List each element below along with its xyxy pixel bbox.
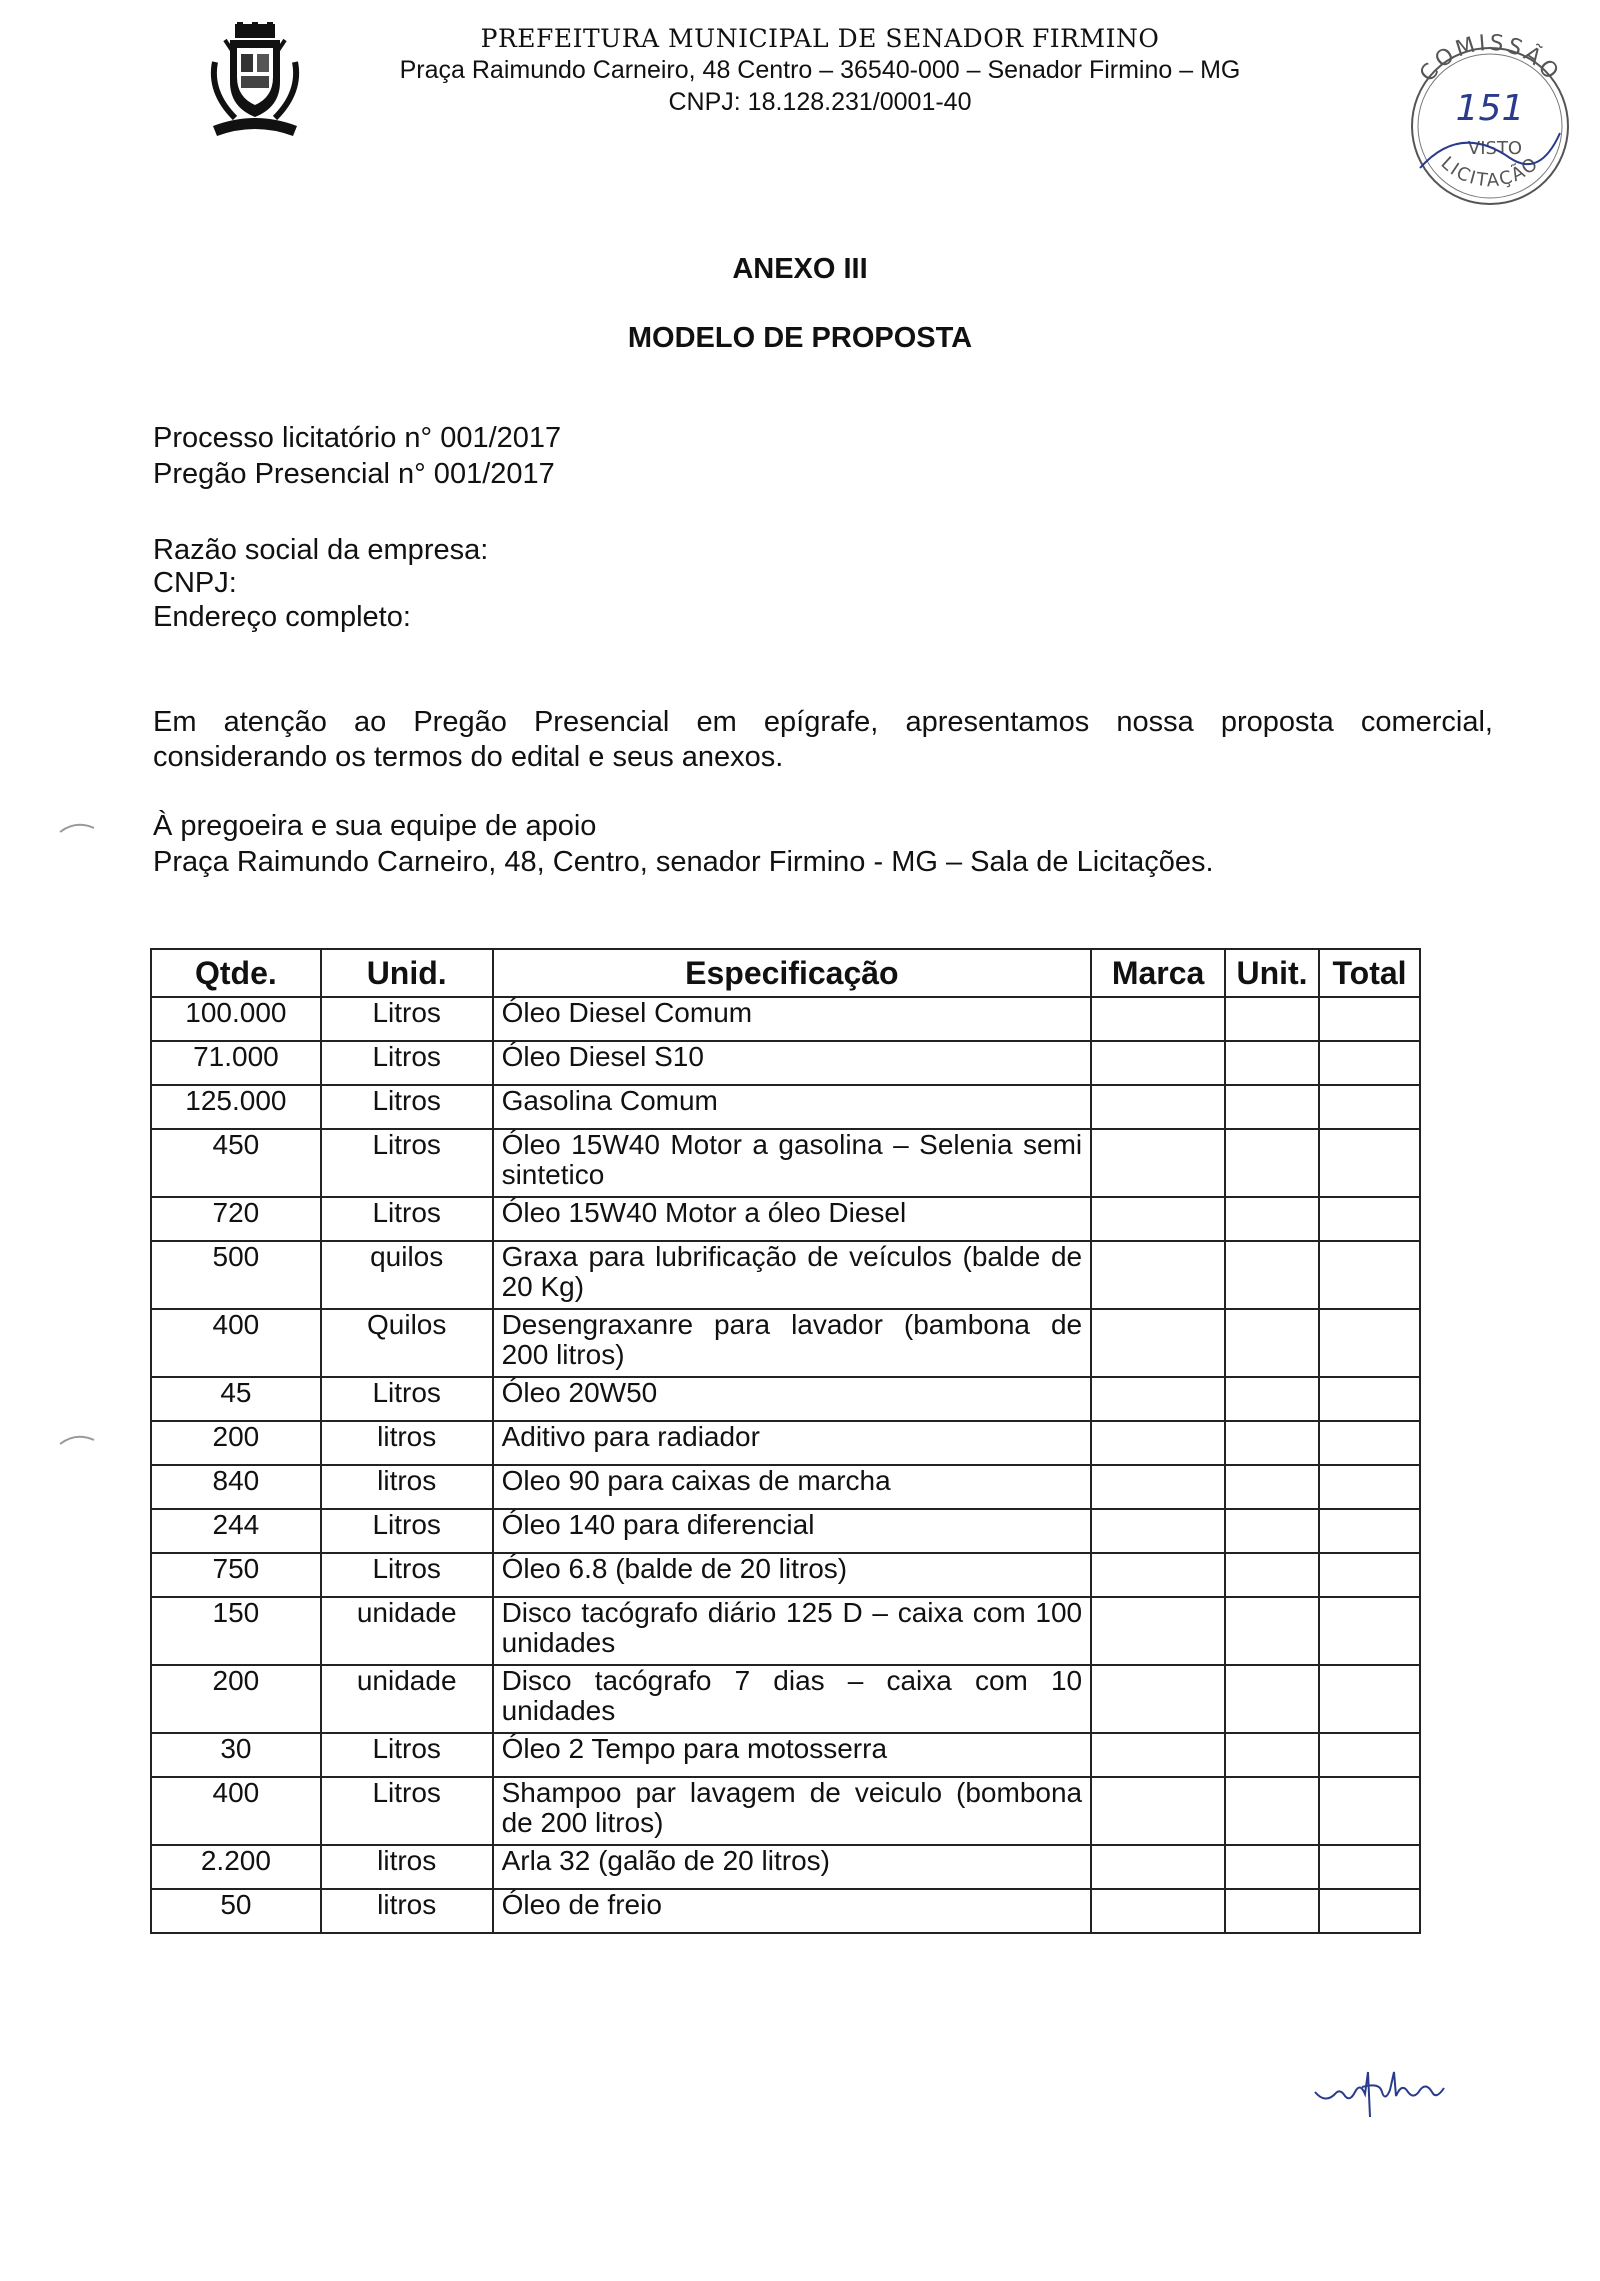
addressee-line-1: À pregoeira e sua equipe de apoio xyxy=(153,810,597,842)
qty-cell: 200 xyxy=(151,1421,321,1465)
brand-cell xyxy=(1091,1085,1225,1129)
unit-cell: Quilos xyxy=(321,1309,493,1377)
table-row xyxy=(151,1509,1420,1553)
process-number: Processo licitatório n° 001/2017 xyxy=(153,422,562,454)
total-cell xyxy=(1319,1889,1420,1933)
unit-cell: litros xyxy=(321,1889,493,1933)
total-cell xyxy=(1319,997,1420,1041)
qty-cell: 200 xyxy=(151,1665,321,1733)
stamp-number: 151 xyxy=(1455,88,1525,129)
unit-cell: Litros xyxy=(321,1777,493,1845)
org-name: PREFEITURA MUNICIPAL DE SENADOR FIRMINO xyxy=(480,24,1160,53)
unit-cell: litros xyxy=(321,1421,493,1465)
spec-cell: Óleo de freio xyxy=(493,1889,1092,1933)
spec-cell: Óleo 15W40 Motor a óleo Diesel xyxy=(493,1197,1092,1241)
total-cell xyxy=(1319,1197,1420,1241)
unit-price-cell xyxy=(1225,1777,1319,1845)
table-row xyxy=(151,1197,1420,1241)
unit-cell: litros xyxy=(321,1845,493,1889)
unit-price-cell xyxy=(1225,1241,1319,1309)
unit-cell: Litros xyxy=(321,1041,493,1085)
unit-price-cell xyxy=(1225,1597,1319,1665)
brand-cell xyxy=(1091,1129,1225,1197)
unit-price-cell xyxy=(1225,1421,1319,1465)
qty-cell: 50 xyxy=(151,1889,321,1933)
header-spec: Especificação xyxy=(493,949,1092,997)
intro-line-2: considerando os termos do edital e seus anexos. xyxy=(153,741,784,773)
unit-cell: unidade xyxy=(321,1597,493,1665)
company-cnpj-label: CNPJ: xyxy=(153,567,237,599)
table-row xyxy=(151,1309,1420,1377)
unit-cell: Litros xyxy=(321,1129,493,1197)
table-row xyxy=(151,1465,1420,1509)
brand-cell xyxy=(1091,1197,1225,1241)
header-qty: Qtde. xyxy=(151,949,321,997)
table-row xyxy=(151,997,1420,1041)
org-cnpj: CNPJ: 18.128.231/0001-40 xyxy=(668,88,972,116)
unit-cell: litros xyxy=(321,1465,493,1509)
total-cell xyxy=(1319,1597,1420,1665)
qty-cell: 2.200 xyxy=(151,1845,321,1889)
table-header-row xyxy=(151,949,1420,997)
qty-cell: 100.000 xyxy=(151,997,321,1041)
qty-cell: 150 xyxy=(151,1597,321,1665)
qty-cell: 400 xyxy=(151,1309,321,1377)
unit-cell: Litros xyxy=(321,1509,493,1553)
table-row xyxy=(151,1553,1420,1597)
table-row xyxy=(151,1777,1420,1845)
commission-stamp xyxy=(1390,28,1590,208)
brand-cell xyxy=(1091,1421,1225,1465)
table-row xyxy=(151,1597,1420,1665)
total-cell xyxy=(1319,1421,1420,1465)
qty-cell: 500 xyxy=(151,1241,321,1309)
table-row xyxy=(151,1665,1420,1733)
table-row xyxy=(151,1241,1420,1309)
unit-cell: Litros xyxy=(321,1377,493,1421)
brand-cell xyxy=(1091,1041,1225,1085)
unit-cell: quilos xyxy=(321,1241,493,1309)
total-cell xyxy=(1319,1665,1420,1733)
spec-cell: Disco tacógrafo 7 dias – caixa com 10 unidades xyxy=(493,1665,1092,1733)
qty-cell: 45 xyxy=(151,1377,321,1421)
unit-price-cell xyxy=(1225,1509,1319,1553)
table-row xyxy=(151,1377,1420,1421)
qty-cell: 750 xyxy=(151,1553,321,1597)
intro-line-1: Em atenção ao Pregão Presencial em epígrafe, apresentamos nossa proposta comercial, xyxy=(153,706,1493,738)
qty-cell: 125.000 xyxy=(151,1085,321,1129)
unit-price-cell xyxy=(1225,1197,1319,1241)
letterhead xyxy=(360,24,1280,118)
brand-cell xyxy=(1091,1777,1225,1845)
table-row xyxy=(151,1889,1420,1933)
stamp-top-text: COMISSÃO xyxy=(1415,30,1565,87)
total-cell xyxy=(1319,1309,1420,1377)
qty-cell: 71.000 xyxy=(151,1041,321,1085)
qty-cell: 400 xyxy=(151,1777,321,1845)
unit-price-cell xyxy=(1225,1309,1319,1377)
brand-cell xyxy=(1091,1465,1225,1509)
auction-number: Pregão Presencial n° 001/2017 xyxy=(153,458,555,490)
table-row xyxy=(151,1085,1420,1129)
brand-cell xyxy=(1091,1241,1225,1309)
qty-cell: 450 xyxy=(151,1129,321,1197)
spec-cell: Disco tacógrafo diário 125 D – caixa com 100 unidades xyxy=(493,1597,1092,1665)
brand-cell xyxy=(1091,1553,1225,1597)
company-address-label: Endereço completo: xyxy=(153,601,411,633)
spec-cell: Óleo 20W50 xyxy=(493,1377,1092,1421)
proposal-table xyxy=(150,948,1421,1934)
qty-cell: 840 xyxy=(151,1465,321,1509)
total-cell xyxy=(1319,1777,1420,1845)
qty-cell: 244 xyxy=(151,1509,321,1553)
table-row xyxy=(151,1041,1420,1085)
total-cell xyxy=(1319,1509,1420,1553)
brand-cell xyxy=(1091,1597,1225,1665)
brand-cell xyxy=(1091,1509,1225,1553)
unit-cell: unidade xyxy=(321,1665,493,1733)
unit-price-cell xyxy=(1225,1845,1319,1889)
table-row xyxy=(151,1845,1420,1889)
unit-cell: Litros xyxy=(321,1733,493,1777)
annex-title: ANEXO III xyxy=(732,253,868,285)
unit-price-cell xyxy=(1225,1465,1319,1509)
unit-price-cell xyxy=(1225,1665,1319,1733)
municipal-crest-icon xyxy=(205,22,305,140)
total-cell xyxy=(1319,1553,1420,1597)
unit-price-cell xyxy=(1225,1889,1319,1933)
spec-cell: Óleo Diesel S10 xyxy=(493,1041,1092,1085)
total-cell xyxy=(1319,1241,1420,1309)
spec-cell: Óleo Diesel Comum xyxy=(493,997,1092,1041)
brand-cell xyxy=(1091,1377,1225,1421)
qty-cell: 720 xyxy=(151,1197,321,1241)
company-name-label: Razão social da empresa: xyxy=(153,534,489,566)
brand-cell xyxy=(1091,1665,1225,1733)
margin-mark xyxy=(58,1430,98,1446)
brand-cell xyxy=(1091,1845,1225,1889)
spec-cell: Aditivo para radiador xyxy=(493,1421,1092,1465)
unit-cell: Litros xyxy=(321,1553,493,1597)
table-row xyxy=(151,1421,1420,1465)
total-cell xyxy=(1319,1041,1420,1085)
unit-price-cell xyxy=(1225,1041,1319,1085)
unit-price-cell xyxy=(1225,997,1319,1041)
brand-cell xyxy=(1091,1309,1225,1377)
svg-text:COMISSÃO xyxy=(1415,31,1565,87)
spec-cell: Óleo 6.8 (balde de 20 litros) xyxy=(493,1553,1092,1597)
spec-cell: Oleo 90 para caixas de marcha xyxy=(493,1465,1092,1509)
total-cell xyxy=(1319,1733,1420,1777)
total-cell xyxy=(1319,1465,1420,1509)
handwritten-signature xyxy=(1310,2062,1470,2122)
unit-cell: Litros xyxy=(321,997,493,1041)
margin-mark xyxy=(58,818,98,834)
unit-cell: Litros xyxy=(321,1085,493,1129)
spec-cell: Graxa para lubrificação de veículos (balde de 20 Kg) xyxy=(493,1241,1092,1309)
spec-cell: Óleo 2 Tempo para motosserra xyxy=(493,1733,1092,1777)
stamp-middle-text: VISTO xyxy=(1467,138,1523,159)
header-unit-price: Unit. xyxy=(1225,949,1319,997)
total-cell xyxy=(1319,1129,1420,1197)
spec-cell: Óleo 140 para diferencial xyxy=(493,1509,1092,1553)
header-brand: Marca xyxy=(1091,949,1225,997)
unit-cell: Litros xyxy=(321,1197,493,1241)
spec-cell: Desengraxanre para lavador (bambona de 200 litros) xyxy=(493,1309,1092,1377)
unit-price-cell xyxy=(1225,1733,1319,1777)
header-total: Total xyxy=(1319,949,1420,997)
unit-price-cell xyxy=(1225,1377,1319,1421)
brand-cell xyxy=(1091,997,1225,1041)
unit-price-cell xyxy=(1225,1129,1319,1197)
unit-price-cell xyxy=(1225,1085,1319,1129)
qty-cell: 30 xyxy=(151,1733,321,1777)
spec-cell: Arla 32 (galão de 20 litros) xyxy=(493,1845,1092,1889)
stamp-bottom-text: LICITAÇÃO xyxy=(1436,152,1544,192)
header-unit: Unid. xyxy=(321,949,493,997)
total-cell xyxy=(1319,1377,1420,1421)
brand-cell xyxy=(1091,1889,1225,1933)
spec-cell: Shampoo par lavagem de veiculo (bombona de 200 litros) xyxy=(493,1777,1092,1845)
table-row xyxy=(151,1129,1420,1197)
total-cell xyxy=(1319,1845,1420,1889)
model-title: MODELO DE PROPOSTA xyxy=(627,322,973,354)
total-cell xyxy=(1319,1085,1420,1129)
addressee-line-2: Praça Raimundo Carneiro, 48, Centro, senador Firmino - MG – Sala de Licitações. xyxy=(153,846,1214,878)
brand-cell xyxy=(1091,1733,1225,1777)
unit-price-cell xyxy=(1225,1553,1319,1597)
table-row xyxy=(151,1733,1420,1777)
spec-cell: Óleo 15W40 Motor a gasolina – Selenia semi sintetico xyxy=(493,1129,1092,1197)
org-address: Praça Raimundo Carneiro, 48 Centro – 36540-000 – Senador Firmino – MG xyxy=(399,56,1241,84)
spec-cell: Gasolina Comum xyxy=(493,1085,1092,1129)
